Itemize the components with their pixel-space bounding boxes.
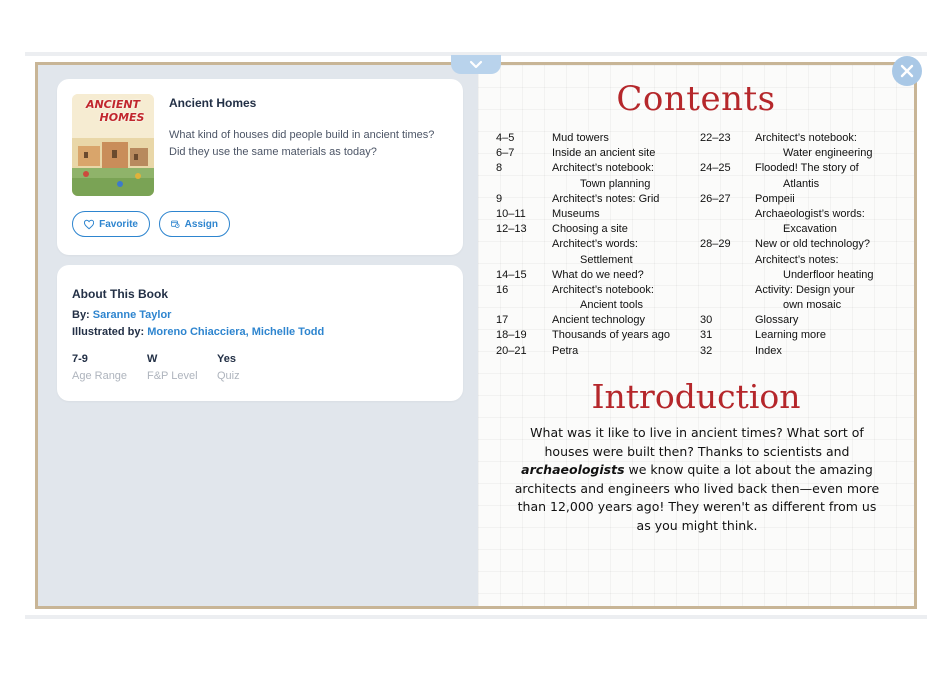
collapse-toggle[interactable] [451,55,501,74]
toc-entry-title: Architect’s notebook: [552,283,654,296]
author-link[interactable]: Saranne Taylor [92,309,172,321]
toc-entry-title: Thousands of years ago [552,329,671,342]
toc-page-number: 6–7 [496,147,515,160]
stat-fp-level [147,353,198,382]
about-heading: About This Book [72,287,168,301]
toc-page-number: 4–5 [496,132,515,144]
toc-page-number: 10–11 [496,207,526,220]
toc-entry-title: Architect’s notebook: [755,132,857,144]
introduction-heading: Introduction [591,377,801,416]
illustrator-label: Illustrated by: [72,326,145,338]
toc-entry-title: Excavation [783,223,837,236]
stat-label: F&P Level [147,370,198,382]
toc-entry-title: Choosing a site [552,223,628,236]
toc-entry-title: Activity: Design your [755,283,855,296]
illustrator-link[interactable]: Moreno Chiacciera, Michelle Todd [147,326,325,338]
toc-entry-title: Atlantis [783,177,820,190]
toc-entry-title: Learning more [755,329,826,342]
favorite-button[interactable] [72,211,150,237]
stat-label: Quiz [217,370,240,382]
toc-entry-title: Mud towers [552,132,609,144]
book-viewer-frame [35,62,917,609]
cover-title-line1: ANCIENT [85,98,141,111]
assign-label: Assign [184,218,218,230]
toc-page-number: 12–13 [496,223,527,236]
heart-icon [84,219,94,230]
cover-title-line2: HOMES [99,111,145,124]
toc-page-number: 16 [496,283,509,296]
toc-entry-title: Architect’s notebook: [552,162,654,175]
close-button[interactable] [892,56,922,86]
toc-page-number: 26–27 [700,192,731,205]
toc-entry-title: Settlement [580,253,633,266]
toc-page-number: 9 [496,192,503,205]
illustrator-line [72,326,324,338]
toc-page-number: 22–23 [700,132,731,144]
stat-quiz [217,353,240,382]
toc-entry-title: Architect’s notes: [755,253,839,266]
toc-entry-title: Architect’s notes: Grid [552,192,660,205]
toc-entry-title: own mosaic [783,299,842,312]
book-page[interactable] [478,65,914,606]
toc-page-number: 31 [700,329,713,342]
stat-value: Yes [217,353,236,365]
toc-page-number: 17 [496,314,509,327]
assign-calendar-icon [171,218,180,230]
book-cover[interactable] [72,94,154,196]
chevron-down-icon [469,60,483,69]
book-card [57,79,463,255]
toc-entry-title: Petra [552,344,579,357]
toc-entry-title: Pompeii [755,192,795,205]
book-title: Ancient Homes [169,96,257,110]
toc-page-number: 14–15 [496,268,527,281]
toc-entry-title: Ancient tools [580,299,643,312]
toc-entry-title: New or old technology? [755,238,870,251]
toc-entry-title: Architect’s words: [552,238,638,251]
author-line [72,309,171,321]
book-info-panel [38,65,478,606]
stat-age-range [72,353,127,382]
toc-entry-title: What do we need? [552,268,644,281]
toc-page-number: 18–19 [496,329,527,342]
book-description: What kind of houses did people build in ancient times? Did they use the same materials as today? [169,129,435,158]
stat-label: Age Range [72,370,128,382]
intro-text-part2: we know quite a lot about the amazing architects and engineers who lived back then—even more than 12,000 years ago! They weren't as different from us as you might think. [514,462,880,533]
close-icon [900,64,914,78]
toc-entry-title: Flooded! The story of [755,162,859,175]
favorite-label: Favorite [99,218,138,230]
toc-entry-title: Water engineering [783,147,873,160]
bottom-divider [25,615,927,619]
toc-entry-title: Glossary [755,314,799,327]
toc-page-number: 28–29 [700,238,731,251]
toc-page-number: 20–21 [496,344,527,357]
toc-entry-title: Inside an ancient site [552,147,656,160]
stat-value: W [147,353,158,365]
toc-entry-title: Index [755,344,782,357]
intro-text-part1: What was it like to live in ancient times? What sort of houses were built then? Thanks to scientists and [530,425,864,459]
stat-value: 7-9 [72,353,88,365]
toc-entry-title: Ancient technology [552,314,645,327]
assign-button[interactable] [159,211,230,237]
intro-bold-term: archaeologists [521,462,625,477]
introduction-text [512,424,882,535]
toc-entry-title: Archaeologist’s words: [755,207,865,220]
toc-entry-title: Underfloor heating [783,268,874,281]
toc-page-number: 24–25 [700,162,731,175]
about-card [57,265,463,401]
toc-page-number: 32 [700,344,713,357]
toc-page-number: 30 [700,314,713,327]
contents-heading: Contents [616,79,776,119]
toc-entry-title: Museums [552,207,600,220]
cover-title [75,98,151,124]
author-label: By: [72,309,90,321]
toc-page-number: 8 [496,162,503,175]
toc-entry-title: Town planning [580,177,651,190]
